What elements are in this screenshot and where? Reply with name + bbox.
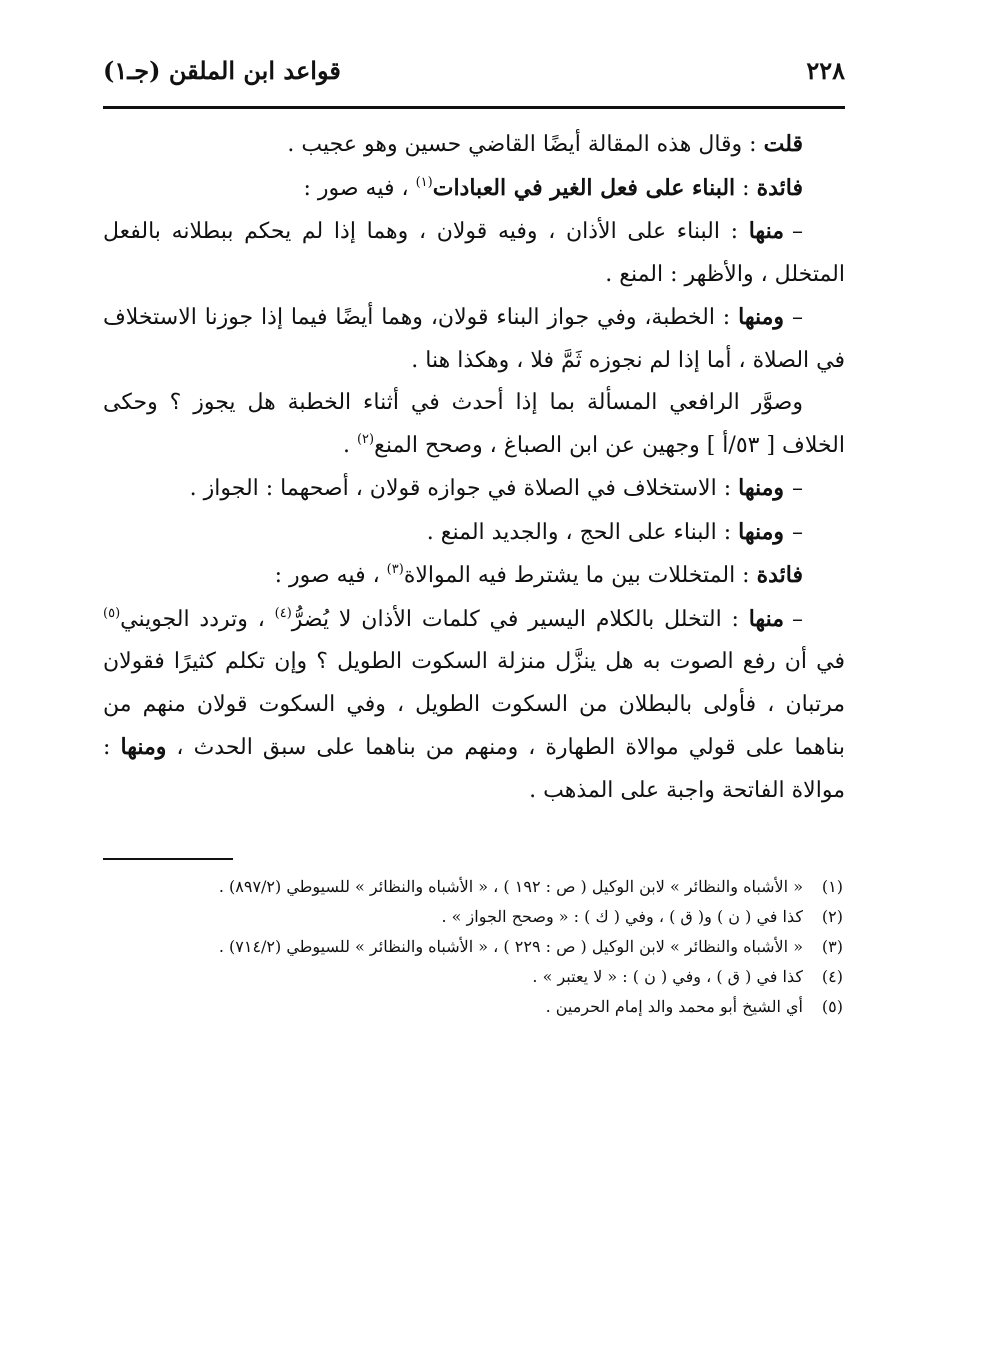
paragraph-lead: ومنها	[738, 475, 784, 501]
paragraph	[103, 382, 845, 467]
footnote-ref: (٣)	[386, 562, 404, 577]
paragraph-text: : الاستخلاف في الصلاة في جوازه قولان ، أصحهما : الجواز .	[189, 476, 739, 501]
page-number: ٢٢٨	[806, 56, 845, 85]
footnote-divider-wrap	[103, 812, 845, 860]
running-title: قواعد ابن الملقن (جـ١)	[103, 56, 341, 85]
paragraph-lead: منها	[748, 605, 784, 632]
footnote	[103, 932, 845, 962]
paragraph-lead: ومنها	[738, 304, 784, 330]
paragraph-text: : وقال هذه المقالة أيضًا القاضي حسين وهو عجيب .	[287, 132, 764, 157]
page-header	[103, 56, 845, 109]
footnote	[103, 992, 845, 1022]
footnotes	[103, 872, 845, 1022]
paragraph-lead: فائدة	[756, 174, 803, 201]
list-dash: –	[792, 519, 803, 545]
footnote-divider	[103, 858, 233, 860]
paragraph	[103, 123, 845, 167]
list-dash: –	[792, 476, 803, 501]
footnote-number: (٣)	[821, 937, 843, 956]
footnote	[103, 902, 845, 932]
paragraph-tail: : موالاة الفاتحة واجبة على المذهب .	[103, 735, 845, 803]
paragraph	[103, 467, 845, 511]
paragraph-text: ، فيه صور :	[303, 175, 416, 201]
footnote-text: كذا في ( ن ) و( ق ) ، وفي ( ك ) : « وصحح الجواز » .	[441, 907, 803, 926]
paragraph-tail: .	[342, 432, 357, 458]
footnote-ref: (١)	[415, 174, 433, 190]
paragraph	[103, 167, 845, 211]
paragraph	[103, 598, 845, 813]
paragraph-lead: فائدة	[756, 562, 803, 588]
paragraph-text: : البناء على الحج ، والجديد المنع .	[426, 519, 739, 545]
paragraph	[103, 210, 845, 296]
paragraph-text: : التخلل بالكلام اليسير في كلمات الأذان لا يُضرُّ	[291, 606, 749, 632]
paragraph-tail: ، فيه صور :	[274, 563, 387, 588]
footnote-text: كذا في ( ق ) ، وفي ( ن ) : « لا يعتبر » .	[532, 967, 803, 986]
footnote-text: « الأشباه والنظائر » لابن الوكيل ( ص : ٢٢٩ ) ، « الأشباه والنظائر » للسيوطي (٧١٤/٢) .	[218, 937, 803, 956]
paragraph-text: وصوَّر الرافعي المسألة بما إذا أحدث في أثناء الخطبة هل يجوز ؟ وحكى الخلاف [ ٥٣/أ ] وجهين عن ابن الصباغ ، وصحح المنع	[103, 390, 845, 458]
footnote-text: « الأشباه والنظائر » لابن الوكيل ( ص : ١٩٢ ) ، « الأشباه والنظائر » للسيوطي (٨٩٧/٢) .	[218, 877, 803, 896]
paragraph	[103, 554, 845, 598]
book-page	[103, 56, 845, 1022]
paragraph-text: : المتخللات بين ما يشترط فيه الموالاة	[403, 563, 757, 588]
paragraph-tail: في أن رفع الصوت به هل ينزَّل منزلة السكوت الطويل ؟ وإن تكلم كثيرًا فقولان مرتبان ، فأولى بالبطلان من السكوت الطويل ، وفي السكوت قولان منهم من بناهما على قولي موالاة الطهارة ، ومنهم من بناهما على سبق الحدث ،	[103, 649, 845, 760]
footnote-number: (١)	[821, 877, 843, 896]
footnote-ref: (٢)	[356, 431, 375, 447]
list-dash: –	[792, 219, 803, 244]
footnote	[103, 872, 845, 902]
paragraph-lead: منها	[748, 218, 784, 244]
paragraph-tail: ، وتردد الجويني	[120, 606, 275, 632]
paragraph-lead: ومنها	[120, 734, 167, 760]
footnote-text: أي الشيخ أبو محمد والد إمام الحرمين .	[545, 997, 803, 1016]
footnote-ref: (٥)	[103, 605, 121, 621]
footnote-number: (٥)	[821, 997, 843, 1016]
footnote	[103, 962, 845, 992]
list-dash: –	[792, 606, 803, 632]
footnote-number: (٤)	[821, 967, 843, 986]
paragraph-text: : الخطبة، وفي جواز البناء قولان، وهما أيضًا فيما إذا جوزنا الاستخلاف في الصلاة ، أما إذا لم نجوزه ثَمَّ فلا ، وهكذا هنا .	[103, 305, 845, 373]
section-title: البناء على فعل الغير في العبادات	[432, 174, 736, 201]
paragraph-text: : البناء على الأذان ، وفيه قولان ، وهما إذا لم يحكم ببطلانه بالفعل المتخلل ، والأظهر : المنع .	[103, 219, 845, 287]
footnote-number: (٢)	[821, 907, 843, 926]
paragraph-lead: قلت	[763, 131, 803, 157]
lead-separator: :	[735, 175, 757, 201]
footnote-ref: (٤)	[274, 605, 292, 621]
paragraph	[103, 511, 845, 555]
paragraph-lead: ومنها	[738, 518, 784, 545]
list-dash: –	[792, 305, 803, 330]
paragraph	[103, 296, 845, 382]
main-text	[103, 123, 845, 812]
